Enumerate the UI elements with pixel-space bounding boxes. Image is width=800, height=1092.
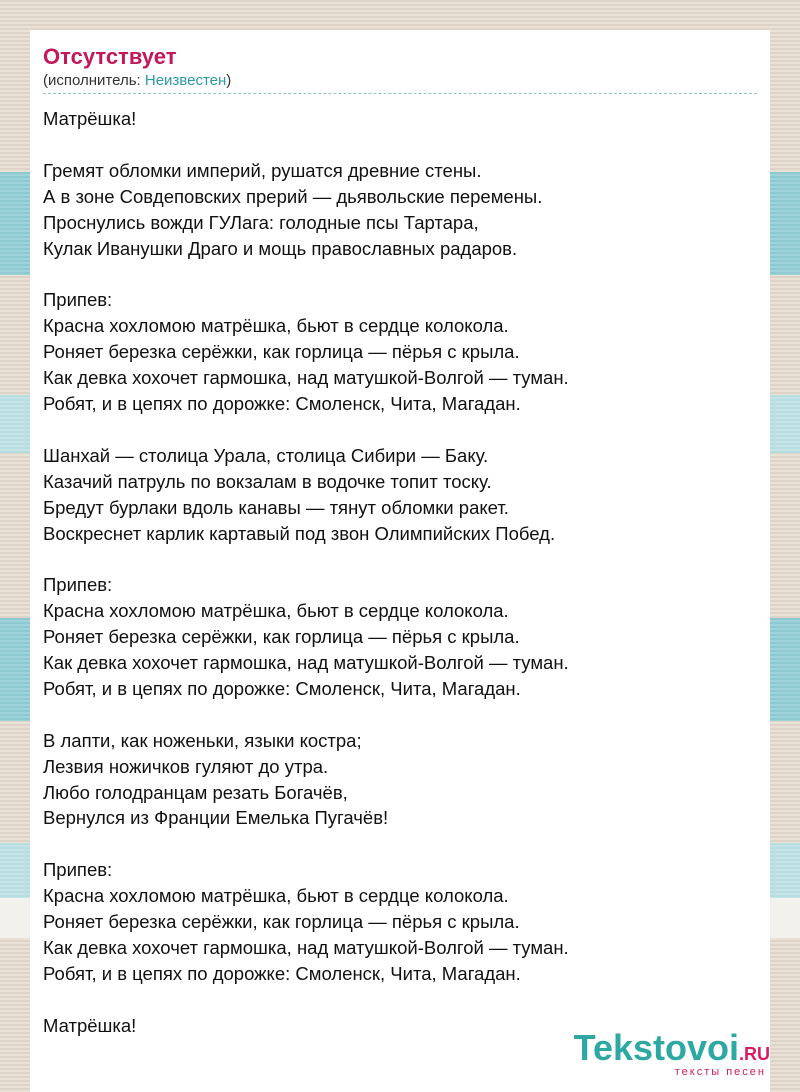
lyrics-blank-line [43, 261, 757, 287]
artist-suffix: ) [226, 72, 232, 89]
lyrics-line: Как девка хохочет гармошка, над матушкой-Волгой — туман. [43, 367, 569, 389]
lyrics-blank-line [43, 417, 757, 443]
lyrics-line: Робят, и в цепях по дорожке: Смоленск, Чита, Магадан. [43, 962, 521, 984]
lyrics-line: Роняет березка серёжки, как горлица — пёрья с крыла. [43, 911, 520, 933]
lyrics-text [43, 106, 757, 1039]
lyrics-line: Любо голодранцам резать Богачёв, [43, 781, 348, 803]
lyrics-line: Как девка хохочет гармошка, над матушкой-Волгой — туман. [43, 937, 569, 958]
lyrics-blank-line [43, 702, 757, 728]
lyrics-line: А в зоне Совдеповских прерий — дьявольские перемены. [43, 185, 543, 207]
lyrics-line: Гремят обломки империй, рушатся древние стены. [43, 159, 482, 181]
lyrics-line: Роняет березка серёжки, как горлица — пёрья с крыла. [43, 626, 520, 648]
logo-suffix: .RU [739, 1044, 770, 1064]
lyrics-line: Бредут бурлаки вдоль канавы — тянут обломки ракет. [43, 496, 509, 518]
lyrics-blank-line [43, 132, 757, 158]
lyrics-line: Лезвия ножичков гуляют до утра. [43, 755, 329, 777]
lyrics-line: Робят, и в цепях по дорожке: Смоленск, Чита, Магадан. [43, 392, 521, 414]
lyrics-line: Воскреснет карлик картавый под звон Олимпийских Побед. [43, 522, 556, 544]
lyrics-line: Красна хохломою матрёшка, бьют в сердце колокола. [43, 600, 509, 622]
lyrics-line: Матрёшка! [43, 1014, 137, 1036]
artist-link[interactable]: Неизвестен [144, 72, 227, 89]
lyrics-line: Робят, и в цепях по дорожке: Смоленск, Чита, Магадан. [43, 677, 521, 699]
lyrics-line: Припев: [43, 859, 113, 881]
artist-line [43, 71, 757, 94]
lyrics-line: Казачий патруль по вокзалам в водочке топит тоску. [43, 470, 492, 492]
lyrics-line: Красна хохломою матрёшка, бьют в сердце колокола. [43, 885, 509, 907]
lyrics-line: Проснулись вожди ГУЛага: голодные псы Тартара, [43, 211, 479, 233]
lyrics-blank-line [43, 831, 757, 857]
lyrics-line: Припев: [43, 574, 113, 596]
lyrics-line: В лапти, как ноженьки, языки костра; [43, 729, 362, 751]
lyrics-card [30, 30, 770, 1092]
song-title: Отсутствует [43, 44, 177, 69]
lyrics-blank-line [43, 987, 757, 1013]
lyrics-line: Вернулся из Франции Емелька Пугачёв! [43, 807, 389, 829]
logo-main-text: Tekstovoi [573, 1027, 739, 1068]
lyrics-blank-line [43, 546, 757, 572]
lyrics-line: Припев: [43, 289, 113, 311]
lyrics-line: Шанхай — столица Урала, столица Сибири — Баку. [43, 444, 489, 466]
logo-subtitle: тексты песен [674, 1066, 766, 1078]
lyrics-line: Кулак Иванушки Драго и мощь православных радаров. [43, 237, 518, 259]
artist-prefix: (исполнитель: [43, 72, 145, 89]
site-logo[interactable] [573, 1027, 770, 1078]
lyrics-line: Роняет березка серёжки, как горлица — пёрья с крыла. [43, 341, 520, 363]
lyrics-line: Матрёшка! [43, 108, 137, 129]
lyrics-line: Как девка хохочет гармошка, над матушкой-Волгой — туман. [43, 652, 569, 674]
lyrics-line: Красна хохломою матрёшка, бьют в сердце колокола. [43, 315, 509, 337]
